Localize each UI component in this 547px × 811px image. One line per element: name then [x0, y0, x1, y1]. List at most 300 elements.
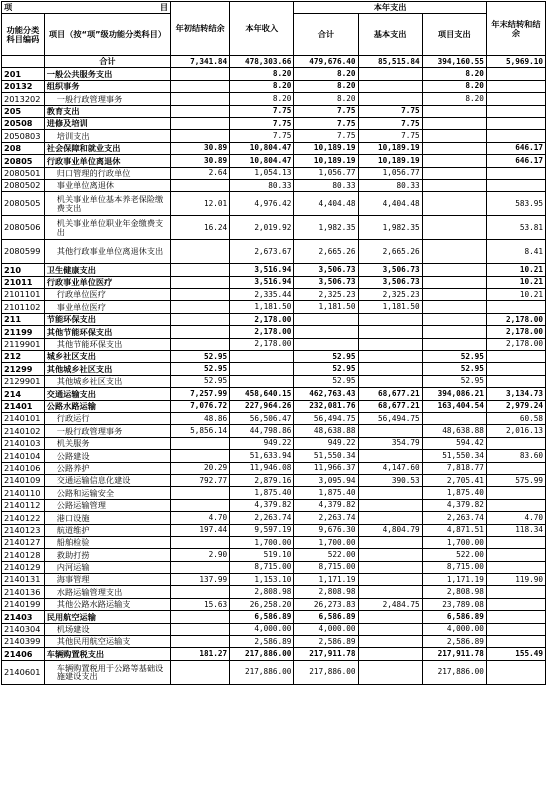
row-total: 1,171.19 [294, 574, 358, 586]
row-end-balance: 2,178.00 [486, 326, 545, 338]
row-name: 救助打捞 [44, 549, 170, 561]
row-total: 51,550.34 [294, 450, 358, 462]
row-code: 2140123 [2, 524, 45, 536]
row-end-balance: 10.21 [486, 276, 545, 288]
table-row [2, 425, 546, 437]
row-name: 公路运输管理 [44, 499, 170, 511]
row-begin-balance [171, 660, 230, 684]
row-basic: 68,677.21 [358, 388, 422, 400]
row-total: 52.95 [294, 351, 358, 363]
row-basic: 10,189.19 [358, 155, 422, 167]
row-end-balance [486, 68, 545, 80]
row-basic [358, 586, 422, 598]
row-income [230, 351, 294, 363]
table-row [2, 351, 546, 363]
row-end-balance: 4.70 [486, 512, 545, 524]
row-end-balance [486, 586, 545, 598]
row-name: 一般公共服务支出 [44, 68, 170, 80]
row-total: 8.20 [294, 93, 358, 105]
table-row [2, 155, 546, 167]
row-code: 2080599 [2, 240, 45, 264]
table-row [2, 167, 546, 179]
row-income: 2,263.74 [230, 512, 294, 524]
row-code: 21011 [2, 276, 45, 288]
row-name: 公路建设 [44, 450, 170, 462]
row-code: 2101101 [2, 289, 45, 301]
row-code: 2101102 [2, 301, 45, 313]
basic-header: 基本支出 [358, 14, 422, 56]
row-project: 594.42 [422, 437, 486, 449]
row-total: 522.00 [294, 549, 358, 561]
row-name: 车辆购置税用于公路等基础设施建设支出 [44, 660, 170, 684]
row-code: 2140112 [2, 499, 45, 511]
row-income: 4,000.00 [230, 623, 294, 635]
row-name: 社会保障和就业支出 [44, 142, 170, 154]
row-code: 20508 [2, 117, 45, 129]
row-basic: 390.53 [358, 474, 422, 486]
row-name: 进修及培训 [44, 117, 170, 129]
row-income [230, 375, 294, 387]
item-header-right: 目 [159, 2, 169, 13]
row-code: 214 [2, 388, 45, 400]
table-row [2, 105, 546, 117]
row-project [422, 301, 486, 313]
row-name: 其他民用航空运输支 [44, 636, 170, 648]
row-project [422, 289, 486, 301]
row-code: 2140136 [2, 586, 45, 598]
row-total: 7.75 [294, 105, 358, 117]
row-end-balance: 2,178.00 [486, 338, 545, 350]
row-total: 8.20 [294, 80, 358, 92]
row-end-balance: 8.41 [486, 240, 545, 264]
row-end-balance [486, 93, 545, 105]
row-name: 其他节能环保支出 [44, 326, 170, 338]
row-income: 217,886.00 [230, 660, 294, 684]
row-begin-balance [171, 301, 230, 313]
row-project: 52.95 [422, 375, 486, 387]
row-project: 1,700.00 [422, 536, 486, 548]
row-basic [358, 450, 422, 462]
row-code: 2080502 [2, 179, 45, 191]
row-basic: 4,404.48 [358, 192, 422, 216]
table-row [2, 660, 546, 684]
row-code: 2140131 [2, 574, 45, 586]
row-name: 一般行政管理事务 [44, 425, 170, 437]
row-income: 949.22 [230, 437, 294, 449]
row-end-balance: 2,016.13 [486, 425, 545, 437]
table-row [2, 586, 546, 598]
row-begin-balance [171, 105, 230, 117]
table-row [2, 561, 546, 573]
row-basic: 4,804.79 [358, 524, 422, 536]
row-end-balance [486, 462, 545, 474]
row-basic: 1,181.50 [358, 301, 422, 313]
row-income [230, 363, 294, 375]
row-code: 208 [2, 142, 45, 154]
row-end-balance [486, 130, 545, 142]
row-end-balance [486, 623, 545, 635]
row-income: 2,335.44 [230, 289, 294, 301]
table-row [2, 93, 546, 105]
row-basic [358, 636, 422, 648]
row-total: 8,715.00 [294, 561, 358, 573]
row-total [294, 313, 358, 325]
row-begin-balance: 12.01 [171, 192, 230, 216]
row-basic: 3,506.73 [358, 264, 422, 276]
row-total: 2,586.89 [294, 636, 358, 648]
item-header-left: 项 [4, 2, 13, 13]
row-basic: 56,494.75 [358, 412, 422, 424]
row-end-balance: 10.21 [486, 264, 545, 276]
row-code: 2140122 [2, 512, 45, 524]
row-project: 1,875.40 [422, 487, 486, 499]
row-project [422, 240, 486, 264]
row-end-balance: 53.81 [486, 216, 545, 240]
row-project: 52.95 [422, 351, 486, 363]
row-code: 2080505 [2, 192, 45, 216]
row-income: 8.20 [230, 68, 294, 80]
row-project: 522.00 [422, 549, 486, 561]
row-income: 7.75 [230, 130, 294, 142]
row-name: 机关事业单位职业年金缴费支出 [44, 216, 170, 240]
row-total: 1,875.40 [294, 487, 358, 499]
row-income: 458,640.15 [230, 388, 294, 400]
row-project: 394,160.55 [422, 56, 486, 68]
row-basic: 1,982.35 [358, 216, 422, 240]
row-end-balance: 646.17 [486, 155, 545, 167]
row-name: 公路水路运输 [44, 400, 170, 412]
row-basic: 354.79 [358, 437, 422, 449]
row-code: 2013202 [2, 93, 45, 105]
row-basic: 3,506.73 [358, 276, 422, 288]
row-begin-balance [171, 68, 230, 80]
row-total: 1,982.35 [294, 216, 358, 240]
row-basic [358, 80, 422, 92]
row-name: 其他节能环保支出 [44, 338, 170, 350]
row-code: 201 [2, 68, 45, 80]
row-code: 2140129 [2, 561, 45, 573]
row-begin-balance [171, 338, 230, 350]
row-total: 11,966.37 [294, 462, 358, 474]
table-row [2, 216, 546, 240]
row-total: 80.33 [294, 179, 358, 191]
row-income: 8,715.00 [230, 561, 294, 573]
row-project: 52.95 [422, 363, 486, 375]
row-name: 其他城乡社区支出 [44, 375, 170, 387]
row-code: 212 [2, 351, 45, 363]
row-name: 城乡社区支出 [44, 351, 170, 363]
row-end-balance: 83.60 [486, 450, 545, 462]
row-project: 2,263.74 [422, 512, 486, 524]
table-row [2, 363, 546, 375]
table-row [2, 388, 546, 400]
row-project [422, 130, 486, 142]
row-basic: 7.75 [358, 117, 422, 129]
row-end-balance [486, 167, 545, 179]
row-end-balance: 646.17 [486, 142, 545, 154]
row-name: 节能环保支出 [44, 313, 170, 325]
row-end-balance: 2,979.24 [486, 400, 545, 412]
row-begin-balance: 30.89 [171, 142, 230, 154]
row-project [422, 142, 486, 154]
row-end-balance [486, 117, 545, 129]
row-income: 11,946.08 [230, 462, 294, 474]
row-end-balance [486, 375, 545, 387]
table-row [2, 437, 546, 449]
row-begin-balance: 20.29 [171, 462, 230, 474]
row-income: 3,516.94 [230, 264, 294, 276]
total-header: 合计 [294, 14, 358, 56]
row-end-balance [486, 549, 545, 561]
row-basic [358, 561, 422, 573]
row-name: 教育支出 [44, 105, 170, 117]
row-name: 事业单位医疗 [44, 301, 170, 313]
row-code: 2080506 [2, 216, 45, 240]
code-header: 功能分类科目编码 [2, 14, 45, 56]
row-project [422, 276, 486, 288]
row-income: 2,879.16 [230, 474, 294, 486]
table-row [2, 549, 546, 561]
row-income: 478,303.66 [230, 56, 294, 68]
row-total: 56,494.75 [294, 412, 358, 424]
table-row [2, 474, 546, 486]
table-row [2, 326, 546, 338]
row-total: 8.20 [294, 68, 358, 80]
row-code: 21199 [2, 326, 45, 338]
row-begin-balance [171, 80, 230, 92]
row-end-balance [486, 301, 545, 313]
row-begin-balance: 197.44 [171, 524, 230, 536]
row-code: 21299 [2, 363, 45, 375]
row-name: 海事管理 [44, 574, 170, 586]
row-project [422, 264, 486, 276]
row-total: 217,886.00 [294, 660, 358, 684]
row-total: 2,808.98 [294, 586, 358, 598]
row-end-balance [486, 598, 545, 610]
row-name: 行政单位医疗 [44, 289, 170, 301]
row-project: 51,550.34 [422, 450, 486, 462]
row-name: 港口设施 [44, 512, 170, 524]
row-name: 事业单位离退休 [44, 179, 170, 191]
table-row [2, 179, 546, 191]
row-begin-balance [171, 264, 230, 276]
row-project: 163,404.54 [422, 400, 486, 412]
row-begin-balance: 181.27 [171, 648, 230, 660]
begin-balance-header: 年初结转结余 [171, 2, 230, 56]
row-project: 217,886.00 [422, 660, 486, 684]
row-project: 217,911.78 [422, 648, 486, 660]
row-begin-balance [171, 240, 230, 264]
row-code: 2080501 [2, 167, 45, 179]
table-row [2, 499, 546, 511]
budget-table [1, 1, 546, 685]
row-income: 51,633.94 [230, 450, 294, 462]
row-income: 6,586.89 [230, 611, 294, 623]
row-basic [358, 313, 422, 325]
row-code: 21401 [2, 400, 45, 412]
row-project: 6,586.89 [422, 611, 486, 623]
row-begin-balance [171, 536, 230, 548]
row-code: 2140199 [2, 598, 45, 610]
row-basic [358, 536, 422, 548]
row-begin-balance [171, 487, 230, 499]
row-end-balance [486, 80, 545, 92]
row-begin-balance: 52.95 [171, 375, 230, 387]
row-project [422, 117, 486, 129]
table-row [2, 375, 546, 387]
row-code: 2140601 [2, 660, 45, 684]
row-end-balance [486, 437, 545, 449]
row-begin-balance [171, 586, 230, 598]
row-name: 机场建设 [44, 623, 170, 635]
row-project [422, 105, 486, 117]
row-name: 船舶检验 [44, 536, 170, 548]
row-project [422, 192, 486, 216]
row-income: 4,976.42 [230, 192, 294, 216]
row-code: 2140109 [2, 474, 45, 486]
row-begin-balance: 30.89 [171, 155, 230, 167]
row-code: 20132 [2, 80, 45, 92]
row-total: 48,638.88 [294, 425, 358, 437]
row-code [2, 56, 45, 68]
row-project: 8,715.00 [422, 561, 486, 573]
row-project: 8.20 [422, 93, 486, 105]
table-row [2, 487, 546, 499]
row-project: 394,086.21 [422, 388, 486, 400]
row-begin-balance [171, 499, 230, 511]
row-basic [358, 549, 422, 561]
row-begin-balance [171, 117, 230, 129]
table-row [2, 142, 546, 154]
row-end-balance [486, 105, 545, 117]
table-row [2, 450, 546, 462]
row-income: 1,875.40 [230, 487, 294, 499]
row-end-balance: 3,134.73 [486, 388, 545, 400]
row-code: 2140110 [2, 487, 45, 499]
table-row [2, 130, 546, 142]
row-code: 210 [2, 264, 45, 276]
row-basic: 2,325.23 [358, 289, 422, 301]
row-project: 2,808.98 [422, 586, 486, 598]
item-header [2, 2, 171, 14]
row-income: 7.75 [230, 105, 294, 117]
row-begin-balance [171, 179, 230, 191]
row-end-balance: 10.21 [486, 289, 545, 301]
table-row [2, 276, 546, 288]
name-header: 项目（按“项”级功能分类科目） [44, 14, 170, 56]
row-end-balance [486, 611, 545, 623]
row-basic [358, 68, 422, 80]
row-total: 1,700.00 [294, 536, 358, 548]
row-name: 其他行政事业单位离退休支出 [44, 240, 170, 264]
row-name: 行政事业单位医疗 [44, 276, 170, 288]
row-project [422, 338, 486, 350]
row-total: 949.22 [294, 437, 358, 449]
row-total: 26,273.83 [294, 598, 358, 610]
row-income: 2,019.92 [230, 216, 294, 240]
table-row [2, 462, 546, 474]
row-income: 217,886.00 [230, 648, 294, 660]
row-end-balance [486, 487, 545, 499]
table-row [2, 412, 546, 424]
row-begin-balance [171, 313, 230, 325]
row-code: 2140101 [2, 412, 45, 424]
row-code: 2140103 [2, 437, 45, 449]
table-row [2, 524, 546, 536]
row-begin-balance: 792.77 [171, 474, 230, 486]
row-total: 232,081.76 [294, 400, 358, 412]
row-end-balance [486, 363, 545, 375]
row-begin-balance [171, 130, 230, 142]
table-row [2, 648, 546, 660]
row-total: 3,506.73 [294, 276, 358, 288]
row-name: 行政事业单位离退休 [44, 155, 170, 167]
table-row [2, 289, 546, 301]
row-code: 2140106 [2, 462, 45, 474]
row-total: 7.75 [294, 130, 358, 142]
row-project [422, 412, 486, 424]
row-name: 公路和运输安全 [44, 487, 170, 499]
row-begin-balance: 7,257.99 [171, 388, 230, 400]
table-row [2, 623, 546, 635]
table-body [2, 56, 546, 685]
row-name: 交通运输支出 [44, 388, 170, 400]
row-income: 7.75 [230, 117, 294, 129]
row-basic: 2,484.75 [358, 598, 422, 610]
row-name: 其他城乡社区支出 [44, 363, 170, 375]
row-end-balance: 575.99 [486, 474, 545, 486]
row-end-balance [486, 499, 545, 511]
row-basic [358, 623, 422, 635]
row-total: 9,676.30 [294, 524, 358, 536]
row-begin-balance: 16.24 [171, 216, 230, 240]
row-end-balance [486, 179, 545, 191]
row-total: 1,056.77 [294, 167, 358, 179]
row-basic: 68,677.21 [358, 400, 422, 412]
row-begin-balance: 2.90 [171, 549, 230, 561]
row-name: 卫生健康支出 [44, 264, 170, 276]
row-project: 7,818.77 [422, 462, 486, 474]
row-project: 2,586.89 [422, 636, 486, 648]
row-begin-balance: 15.63 [171, 598, 230, 610]
row-end-balance: 2,178.00 [486, 313, 545, 325]
row-basic: 10,189.19 [358, 142, 422, 154]
row-name: 机关服务 [44, 437, 170, 449]
row-code: 20805 [2, 155, 45, 167]
row-code: 205 [2, 105, 45, 117]
row-code: 21403 [2, 611, 45, 623]
row-basic [358, 487, 422, 499]
row-name: 交通运输信息化建设 [44, 474, 170, 486]
row-begin-balance: 5,856.14 [171, 425, 230, 437]
row-code: 2119901 [2, 338, 45, 350]
row-code: 2140304 [2, 623, 45, 635]
row-total: 217,911.78 [294, 648, 358, 660]
row-basic [358, 338, 422, 350]
row-begin-balance: 7,341.84 [171, 56, 230, 68]
row-project: 4,000.00 [422, 623, 486, 635]
row-income: 2,808.98 [230, 586, 294, 598]
row-end-balance: 60.58 [486, 412, 545, 424]
row-code: 2140127 [2, 536, 45, 548]
row-begin-balance [171, 561, 230, 573]
row-code: 2140128 [2, 549, 45, 561]
row-total: 6,586.89 [294, 611, 358, 623]
row-income: 2,178.00 [230, 326, 294, 338]
table-row [2, 536, 546, 548]
table-row [2, 192, 546, 216]
row-project: 8.20 [422, 80, 486, 92]
